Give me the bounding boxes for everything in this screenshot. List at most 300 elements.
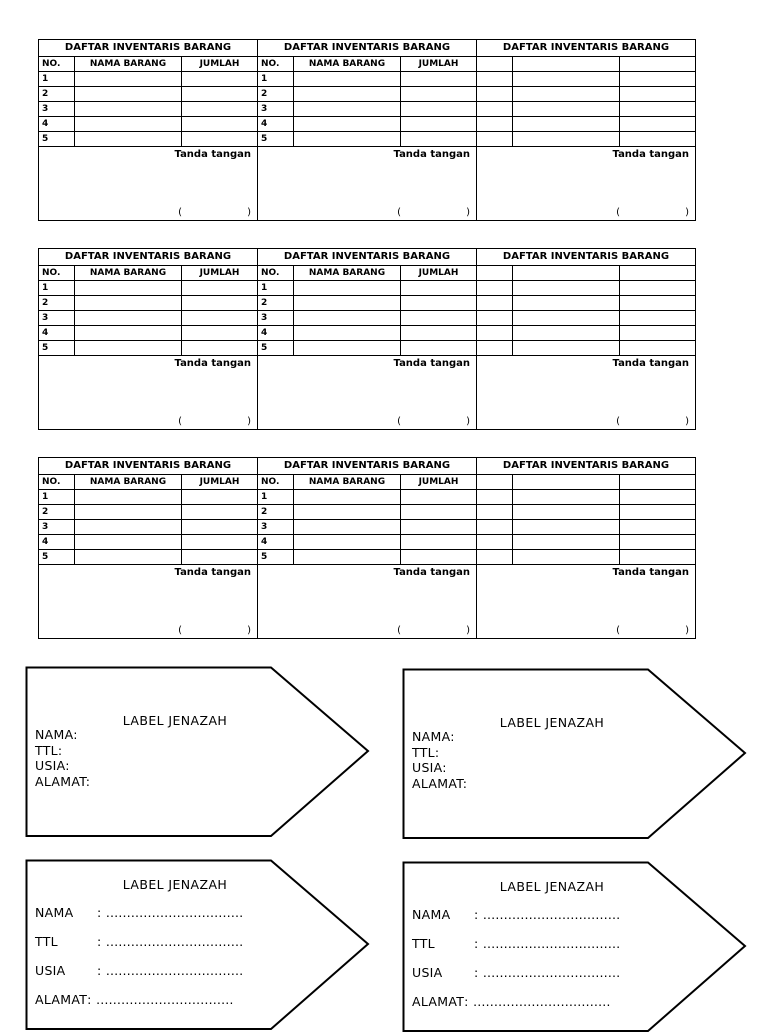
signature-area[interactable] [39, 565, 257, 638]
column-header-no: NO. [39, 266, 75, 280]
table-row [258, 117, 476, 132]
inventory-header-row [39, 266, 257, 281]
inventory-block-1 [38, 39, 696, 221]
row-number: 2 [39, 296, 75, 310]
cell-jumlah[interactable] [401, 72, 476, 86]
cell-jumlah[interactable] [401, 311, 476, 325]
signature-area[interactable] [477, 565, 695, 638]
cell-nama-barang[interactable] [294, 117, 401, 131]
table-row [258, 341, 476, 356]
label-field: ALAMAT: [412, 775, 468, 791]
row-number [477, 550, 513, 564]
cell-jumlah[interactable] [401, 520, 476, 534]
table-row [39, 87, 257, 102]
cell-nama-barang[interactable] [513, 296, 620, 310]
cell-nama-barang[interactable] [294, 520, 401, 534]
label-field-separator: : [97, 963, 102, 978]
cell-jumlah[interactable] [620, 102, 695, 116]
row-number: 5 [39, 132, 75, 146]
cell-jumlah[interactable] [182, 117, 257, 131]
signature-area[interactable] [477, 147, 695, 220]
table-row [39, 490, 257, 505]
label-field-separator: : [97, 934, 102, 949]
inventory-card [258, 40, 477, 220]
cell-nama-barang[interactable] [294, 102, 401, 116]
label-field-blank[interactable]: …………………………… [482, 965, 621, 980]
row-number: 5 [258, 341, 294, 355]
cell-jumlah[interactable] [401, 117, 476, 131]
cell-jumlah[interactable] [620, 341, 695, 355]
cell-jumlah[interactable] [620, 117, 695, 131]
label-field-separator: : [97, 905, 102, 920]
column-header-nama: NAMA BARANG [294, 266, 401, 280]
table-row [258, 102, 476, 117]
signature-label: Tanda tangan [174, 567, 251, 578]
table-row [39, 550, 257, 565]
cell-jumlah[interactable] [182, 87, 257, 101]
label-title: LABEL JENAZAH [122, 877, 228, 892]
column-header-nama: NAMA BARANG [75, 475, 182, 489]
label-field-row [35, 963, 243, 978]
inventory-header-row [258, 475, 476, 490]
table-row [39, 520, 257, 535]
table-row [477, 326, 695, 341]
signature-area[interactable] [258, 356, 476, 429]
cell-nama-barang[interactable] [294, 341, 401, 355]
cell-nama-barang[interactable] [75, 341, 182, 355]
label-field: ALAMAT: [35, 773, 91, 789]
row-number: 3 [258, 102, 294, 116]
column-header-jumlah: JUMLAH [199, 477, 240, 487]
signature-paren-close: ) [466, 416, 470, 427]
row-number: 3 [39, 102, 75, 116]
signature-paren-open: ( [178, 207, 182, 218]
cell-nama-barang[interactable] [513, 132, 620, 146]
table-row [39, 117, 257, 132]
cell-jumlah[interactable] [401, 326, 476, 340]
label-title: LABEL JENAZAH [499, 879, 605, 894]
cell-jumlah[interactable] [620, 535, 695, 549]
cell-nama-barang[interactable] [513, 535, 620, 549]
cell-nama-barang[interactable] [294, 550, 401, 564]
cell-jumlah[interactable] [182, 550, 257, 564]
cell-nama-barang[interactable] [513, 311, 620, 325]
table-row [258, 535, 476, 550]
inventory-title: DAFTAR INVENTARIS BARANG [39, 458, 257, 475]
row-number [477, 117, 513, 131]
inventory-header-row [258, 266, 476, 281]
row-number: 3 [39, 311, 75, 325]
cell-jumlah[interactable] [620, 296, 695, 310]
column-header-jumlah [620, 475, 695, 489]
column-header-jumlah: JUMLAH [418, 477, 459, 487]
table-row [39, 341, 257, 356]
inventory-card [477, 458, 695, 638]
label-tag-outline [25, 666, 371, 838]
label-field: TTL: [35, 742, 63, 758]
label-field-name: USIA [412, 965, 443, 980]
row-number: 5 [39, 550, 75, 564]
row-number: 2 [258, 296, 294, 310]
cell-jumlah[interactable] [182, 326, 257, 340]
cell-nama-barang[interactable] [75, 87, 182, 101]
cell-jumlah[interactable] [620, 87, 695, 101]
table-row [258, 296, 476, 311]
cell-jumlah[interactable] [401, 341, 476, 355]
cell-jumlah[interactable] [182, 341, 257, 355]
inventory-card [258, 249, 477, 429]
cell-jumlah[interactable] [620, 505, 695, 519]
row-number: 2 [258, 505, 294, 519]
cell-jumlah[interactable] [401, 132, 476, 146]
row-number: 3 [39, 520, 75, 534]
cell-jumlah[interactable] [182, 535, 257, 549]
table-row [477, 117, 695, 132]
signature-paren-open: ( [397, 207, 401, 218]
column-header-no [477, 475, 513, 489]
row-number [477, 490, 513, 504]
inventory-block-2 [38, 248, 696, 430]
table-row [258, 132, 476, 147]
label-field-name: NAMA [35, 905, 74, 920]
row-number [477, 102, 513, 116]
cell-jumlah[interactable] [401, 102, 476, 116]
label-field-row [412, 907, 620, 922]
label-field: NAMA: [35, 727, 78, 742]
label-field-row [35, 934, 243, 949]
cell-nama-barang[interactable] [513, 550, 620, 564]
cell-jumlah[interactable] [401, 535, 476, 549]
column-header-nama: NAMA BARANG [75, 266, 182, 280]
table-row [258, 326, 476, 341]
row-number [477, 72, 513, 86]
label-field-separator: : [474, 907, 479, 922]
cell-nama-barang[interactable] [513, 102, 620, 116]
signature-area[interactable] [39, 356, 257, 429]
row-number: 4 [258, 117, 294, 131]
label-field-name: TTL [35, 934, 58, 949]
cell-jumlah[interactable] [401, 490, 476, 504]
table-row [39, 505, 257, 520]
row-number: 2 [258, 87, 294, 101]
column-header-nama [513, 57, 620, 71]
signature-label: Tanda tangan [393, 149, 470, 160]
inventory-title: DAFTAR INVENTARIS BARANG [258, 40, 476, 57]
label-tag-dotted-left [25, 859, 371, 1031]
label-field: USIA: [412, 760, 447, 775]
cell-nama-barang[interactable] [513, 72, 620, 86]
cell-jumlah[interactable] [620, 326, 695, 340]
table-row [477, 490, 695, 505]
table-row [258, 87, 476, 102]
table-row [39, 281, 257, 296]
row-number: 4 [39, 326, 75, 340]
row-number [477, 311, 513, 325]
column-header-no [477, 266, 513, 280]
row-number: 4 [39, 535, 75, 549]
inventory-title: DAFTAR INVENTARIS BARANG [258, 458, 476, 475]
cell-nama-barang[interactable] [75, 102, 182, 116]
column-header-nama [513, 266, 620, 280]
cell-jumlah[interactable] [620, 132, 695, 146]
signature-label: Tanda tangan [612, 149, 689, 160]
column-header-no [477, 57, 513, 71]
cell-jumlah[interactable] [182, 281, 257, 295]
table-row [39, 72, 257, 87]
cell-jumlah[interactable] [182, 490, 257, 504]
cell-nama-barang[interactable] [294, 505, 401, 519]
table-row [477, 505, 695, 520]
signature-paren-open: ( [178, 416, 182, 427]
cell-nama-barang[interactable] [294, 326, 401, 340]
row-number [477, 87, 513, 101]
inventory-title: DAFTAR INVENTARIS BARANG [477, 458, 695, 475]
label-field-name: USIA [35, 963, 66, 978]
inventory-header-row [258, 57, 476, 72]
cell-nama-barang[interactable] [513, 87, 620, 101]
signature-paren-close: ) [247, 625, 251, 636]
inventory-header-row [39, 475, 257, 490]
table-row [258, 520, 476, 535]
cell-nama-barang[interactable] [513, 117, 620, 131]
label-field-row [35, 992, 233, 1007]
label-field-separator: : [474, 965, 479, 980]
column-header-jumlah: JUMLAH [199, 268, 240, 278]
cell-nama-barang[interactable] [75, 281, 182, 295]
label-field-blank[interactable]: …………………………… [105, 963, 244, 978]
cell-nama-barang[interactable] [75, 326, 182, 340]
label-field-name: TTL [412, 936, 435, 951]
row-number: 1 [39, 490, 75, 504]
column-header-jumlah [620, 57, 695, 71]
signature-label: Tanda tangan [393, 358, 470, 369]
signature-paren-open: ( [397, 416, 401, 427]
cell-jumlah[interactable] [401, 296, 476, 310]
cell-jumlah[interactable] [182, 296, 257, 310]
cell-nama-barang[interactable] [75, 520, 182, 534]
row-number: 3 [258, 311, 294, 325]
cell-nama-barang[interactable] [294, 87, 401, 101]
label-field-blank[interactable]: …………………………… [482, 936, 621, 951]
cell-jumlah[interactable] [182, 72, 257, 86]
label-field-blank[interactable]: …………………………… [105, 905, 244, 920]
label-field-separator: : [87, 992, 92, 1007]
cell-jumlah[interactable] [401, 550, 476, 564]
table-row [477, 87, 695, 102]
cell-nama-barang[interactable] [513, 281, 620, 295]
label-field-blank[interactable]: …………………………… [95, 992, 234, 1007]
row-number [477, 296, 513, 310]
label-field-blank[interactable]: …………………………… [482, 907, 621, 922]
signature-area[interactable] [39, 147, 257, 220]
row-number: 3 [258, 520, 294, 534]
row-number: 1 [258, 72, 294, 86]
cell-jumlah[interactable] [620, 490, 695, 504]
label-title: LABEL JENAZAH [499, 715, 605, 730]
inventory-card [258, 458, 477, 638]
row-number: 1 [258, 490, 294, 504]
cell-jumlah[interactable] [620, 520, 695, 534]
row-number: 1 [258, 281, 294, 295]
table-row [39, 296, 257, 311]
label-field-row [412, 965, 620, 980]
inventory-title: DAFTAR INVENTARIS BARANG [258, 249, 476, 266]
table-row [477, 341, 695, 356]
table-row [477, 296, 695, 311]
table-row [477, 102, 695, 117]
label-field: NAMA: [412, 729, 455, 744]
cell-nama-barang[interactable] [75, 505, 182, 519]
inventory-header-row [39, 57, 257, 72]
label-field: USIA: [35, 758, 70, 773]
label-field-blank[interactable]: …………………………… [472, 994, 611, 1009]
label-field-blank[interactable]: …………………………… [105, 934, 244, 949]
column-header-jumlah [620, 266, 695, 280]
inventory-card [477, 249, 695, 429]
row-number: 5 [39, 341, 75, 355]
cell-jumlah[interactable] [182, 102, 257, 116]
signature-paren-close: ) [466, 625, 470, 636]
row-number: 2 [39, 505, 75, 519]
signature-paren-open: ( [178, 625, 182, 636]
cell-jumlah[interactable] [620, 281, 695, 295]
column-header-no: NO. [258, 57, 294, 71]
cell-nama-barang[interactable] [294, 490, 401, 504]
row-number [477, 132, 513, 146]
row-number: 4 [39, 117, 75, 131]
cell-jumlah[interactable] [401, 281, 476, 295]
table-row [39, 311, 257, 326]
cell-jumlah[interactable] [401, 87, 476, 101]
label-field-separator: : [464, 994, 469, 1009]
label-field-name: ALAMAT [35, 992, 88, 1007]
cell-nama-barang[interactable] [513, 490, 620, 504]
table-row [477, 550, 695, 565]
row-number [477, 535, 513, 549]
table-row [477, 311, 695, 326]
column-header-nama: NAMA BARANG [75, 57, 182, 71]
label-field-row [412, 994, 610, 1009]
column-header-no: NO. [39, 57, 75, 71]
table-row [258, 505, 476, 520]
signature-label: Tanda tangan [612, 567, 689, 578]
cell-nama-barang[interactable] [513, 341, 620, 355]
signature-area[interactable] [258, 147, 476, 220]
cell-nama-barang[interactable] [75, 535, 182, 549]
label-field-separator: : [474, 936, 479, 951]
table-row [258, 311, 476, 326]
cell-jumlah[interactable] [182, 520, 257, 534]
column-header-nama [513, 475, 620, 489]
cell-jumlah[interactable] [620, 72, 695, 86]
column-header-no: NO. [258, 475, 294, 489]
table-row [39, 102, 257, 117]
cell-nama-barang[interactable] [294, 296, 401, 310]
signature-paren-close: ) [685, 207, 689, 218]
signature-paren-open: ( [397, 625, 401, 636]
signature-paren-close: ) [685, 625, 689, 636]
row-number [477, 341, 513, 355]
signature-paren-open: ( [616, 625, 620, 636]
table-row [258, 281, 476, 296]
row-number [477, 326, 513, 340]
table-row [477, 535, 695, 550]
cell-nama-barang[interactable] [75, 72, 182, 86]
inventory-card [39, 458, 258, 638]
row-number: 4 [258, 535, 294, 549]
signature-paren-open: ( [616, 416, 620, 427]
row-number: 4 [258, 326, 294, 340]
label-tag-dotted-right [402, 861, 748, 1033]
cell-nama-barang[interactable] [294, 311, 401, 325]
cell-nama-barang[interactable] [294, 535, 401, 549]
cell-nama-barang[interactable] [75, 296, 182, 310]
signature-label: Tanda tangan [393, 567, 470, 578]
inventory-card [39, 249, 258, 429]
inventory-card [39, 40, 258, 220]
signature-paren-close: ) [466, 207, 470, 218]
table-row [258, 490, 476, 505]
label-field-row [412, 936, 620, 951]
signature-area[interactable] [258, 565, 476, 638]
cell-nama-barang[interactable] [75, 311, 182, 325]
cell-jumlah[interactable] [182, 505, 257, 519]
column-header-jumlah: JUMLAH [199, 59, 240, 69]
table-row [477, 72, 695, 87]
signature-area[interactable] [477, 356, 695, 429]
column-header-no: NO. [39, 475, 75, 489]
inventory-title: DAFTAR INVENTARIS BARANG [39, 40, 257, 57]
column-header-nama: NAMA BARANG [294, 475, 401, 489]
cell-nama-barang[interactable] [294, 281, 401, 295]
label-field-name: NAMA [412, 907, 451, 922]
table-row [258, 550, 476, 565]
cell-nama-barang[interactable] [75, 490, 182, 504]
signature-label: Tanda tangan [174, 149, 251, 160]
label-field-name: ALAMAT [412, 994, 465, 1009]
cell-nama-barang[interactable] [75, 132, 182, 146]
row-number: 5 [258, 132, 294, 146]
row-number: 5 [258, 550, 294, 564]
cell-jumlah[interactable] [182, 311, 257, 325]
signature-paren-close: ) [247, 207, 251, 218]
table-row [39, 326, 257, 341]
signature-paren-close: ) [685, 416, 689, 427]
cell-nama-barang[interactable] [513, 520, 620, 534]
cell-jumlah[interactable] [182, 132, 257, 146]
cell-nama-barang[interactable] [513, 326, 620, 340]
cell-jumlah[interactable] [620, 550, 695, 564]
row-number [477, 505, 513, 519]
cell-nama-barang[interactable] [294, 72, 401, 86]
table-row [477, 132, 695, 147]
cell-nama-barang[interactable] [513, 505, 620, 519]
cell-jumlah[interactable] [401, 505, 476, 519]
table-row [477, 281, 695, 296]
column-header-jumlah: JUMLAH [418, 59, 459, 69]
label-title: LABEL JENAZAH [122, 713, 228, 728]
row-number [477, 281, 513, 295]
cell-nama-barang[interactable] [294, 132, 401, 146]
row-number: 1 [39, 281, 75, 295]
cell-jumlah[interactable] [620, 311, 695, 325]
inventory-header-row [477, 266, 695, 281]
label-tag-simple-left [25, 666, 371, 838]
inventory-header-row [477, 475, 695, 490]
cell-nama-barang[interactable] [75, 117, 182, 131]
row-number: 1 [39, 72, 75, 86]
cell-nama-barang[interactable] [75, 550, 182, 564]
